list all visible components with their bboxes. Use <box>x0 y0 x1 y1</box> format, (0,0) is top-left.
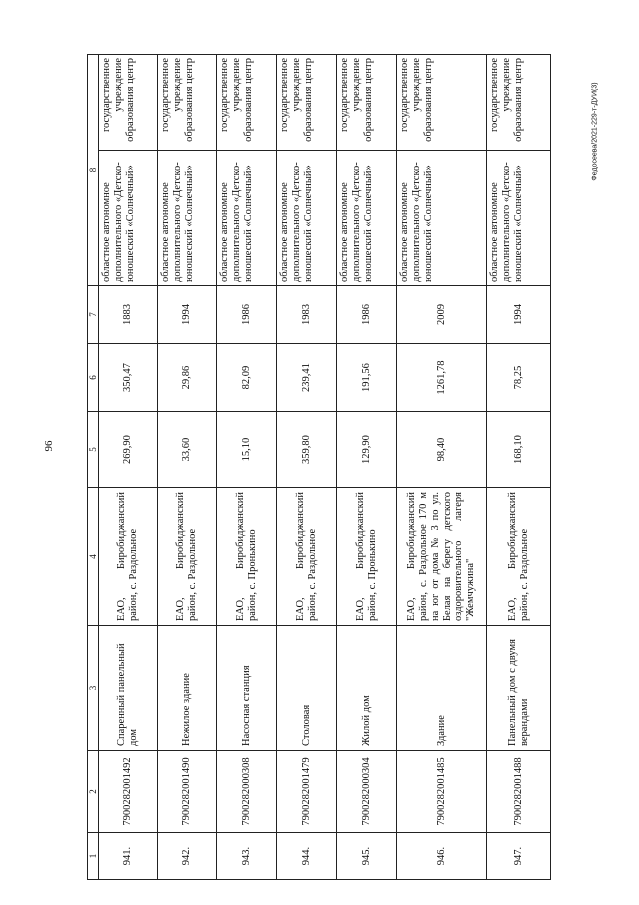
row-number: 941. <box>99 833 158 880</box>
object-address: ЕАО, Биробиджанский район, с. Пронькино <box>217 488 277 626</box>
object-area: 359,80 <box>277 412 337 488</box>
row-number: 947. <box>487 833 551 880</box>
registry-number: 7900282001488 <box>487 751 551 833</box>
object-name: Панельный дом с двумя верандами <box>487 626 551 751</box>
table-row <box>99 55 158 880</box>
column-header: 3 <box>88 626 99 751</box>
object-year: 1983 <box>277 286 337 344</box>
registry-number: 7900282001492 <box>99 751 158 833</box>
object-cost: 350,47 <box>99 344 158 412</box>
page-number: 96 <box>43 440 55 452</box>
object-address: ЕАО, Биробиджанский район, с. Раздольное <box>99 488 158 626</box>
column-header: 5 <box>88 412 99 488</box>
holder-cell <box>277 55 337 286</box>
row-number: 944. <box>277 833 337 880</box>
registry-number: 7900282001490 <box>158 751 217 833</box>
object-address: ЕАО, Биробиджанский район, с. Раздольное <box>487 488 551 626</box>
holder-left-text: областное автономное дополнительного «Детско-юношеский «Солнечный» <box>219 162 254 282</box>
table-row <box>337 55 397 880</box>
object-name: Столовая <box>277 626 337 751</box>
holder-right-text: государственное учреждение образования центр <box>277 55 336 151</box>
object-name: Насосная станция <box>217 626 277 751</box>
holder-right-text: государственное учреждение образования центр <box>397 55 486 151</box>
holder-left-text: областное автономное дополнительного «Детско-юношеский «Солнечный» <box>489 162 524 282</box>
table-row <box>158 55 217 880</box>
object-area: 168,10 <box>487 412 551 488</box>
holder-cell <box>158 55 217 286</box>
object-name: Жилой дом <box>337 626 397 751</box>
object-address: ЕАО, Биробиджанский район, с. Раздольное 170 м на юг от дома № 3 по ул. Белая на берегу детского оздоровительного лагеря "Жемчужина" <box>397 488 487 626</box>
object-cost: 239,41 <box>277 344 337 412</box>
object-area: 33,60 <box>158 412 217 488</box>
holder-cell <box>217 55 277 286</box>
holder-right-text: государственное учреждение образования центр <box>487 55 550 151</box>
row-number: 946. <box>397 833 487 880</box>
holder-cell <box>487 55 551 286</box>
object-address: ЕАО, Биробиджанский район, с. Раздольное <box>277 488 337 626</box>
object-address: ЕАО, Биробиджанский район, с. Пронькино <box>337 488 397 626</box>
object-area: 269,90 <box>99 412 158 488</box>
object-area: 15,10 <box>217 412 277 488</box>
column-header: 6 <box>88 344 99 412</box>
object-cost: 191,56 <box>337 344 397 412</box>
column-header: 1 <box>88 833 99 880</box>
object-year: 1994 <box>487 286 551 344</box>
registry-number: 7900282000308 <box>217 751 277 833</box>
table-row <box>487 55 551 880</box>
property-table <box>87 54 551 880</box>
table-row <box>277 55 337 880</box>
holder-left-text: областное автономное дополнительного «Детско-юношеский «Солнечный» <box>339 162 374 282</box>
table-row <box>397 55 487 880</box>
document-code: Федосеева/2021-229-т-ДУИ(3) <box>591 82 599 181</box>
registry-number: 7900282001479 <box>277 751 337 833</box>
row-number: 943. <box>217 833 277 880</box>
object-area: 98,40 <box>397 412 487 488</box>
object-cost: 82,09 <box>217 344 277 412</box>
holder-right-text: государственное учреждение образования центр <box>337 55 396 151</box>
object-year: 2009 <box>397 286 487 344</box>
table-row <box>217 55 277 880</box>
holder-cell <box>397 55 487 286</box>
registry-number: 7900282001485 <box>397 751 487 833</box>
registry-number: 7900282000304 <box>337 751 397 833</box>
object-year: 1994 <box>158 286 217 344</box>
holder-cell <box>99 55 158 286</box>
object-area: 129,90 <box>337 412 397 488</box>
holder-right-text: государственное учреждение образования центр <box>99 55 157 151</box>
column-header: 2 <box>88 751 99 833</box>
object-name: Нежилое здание <box>158 626 217 751</box>
holder-left-text: областное автономное дополнительного «Детско-юношеский «Солнечный» <box>160 162 195 282</box>
holder-left-text: областное автономное дополнительного «Детско-юношеский «Солнечный» <box>279 162 314 282</box>
holder-right-text: государственное учреждение образования центр <box>158 55 216 151</box>
object-year: 1986 <box>217 286 277 344</box>
header-row <box>88 55 99 880</box>
object-year: 1986 <box>337 286 397 344</box>
object-cost: 78,25 <box>487 344 551 412</box>
holder-left-text: областное автономное дополнительного «Детско-юношеский «Солнечный» <box>399 162 434 282</box>
holder-left-text: областное автономное дополнительного «Детско-юношеский «Солнечный» <box>101 162 136 282</box>
column-header: 8 <box>88 55 99 286</box>
object-address: ЕАО, Биробиджанский район, с. Раздольное <box>158 488 217 626</box>
holder-cell <box>337 55 397 286</box>
object-cost: 29,86 <box>158 344 217 412</box>
object-year: 1883 <box>99 286 158 344</box>
holder-right-text: государственное учреждение образования центр <box>217 55 276 151</box>
row-number: 945. <box>337 833 397 880</box>
column-header: 7 <box>88 286 99 344</box>
row-number: 942. <box>158 833 217 880</box>
column-header: 4 <box>88 488 99 626</box>
object-cost: 1261,78 <box>397 344 487 412</box>
rotated-table-container <box>87 55 550 880</box>
object-name: Спаренный панельный дом <box>99 626 158 751</box>
object-name: Здание <box>397 626 487 751</box>
